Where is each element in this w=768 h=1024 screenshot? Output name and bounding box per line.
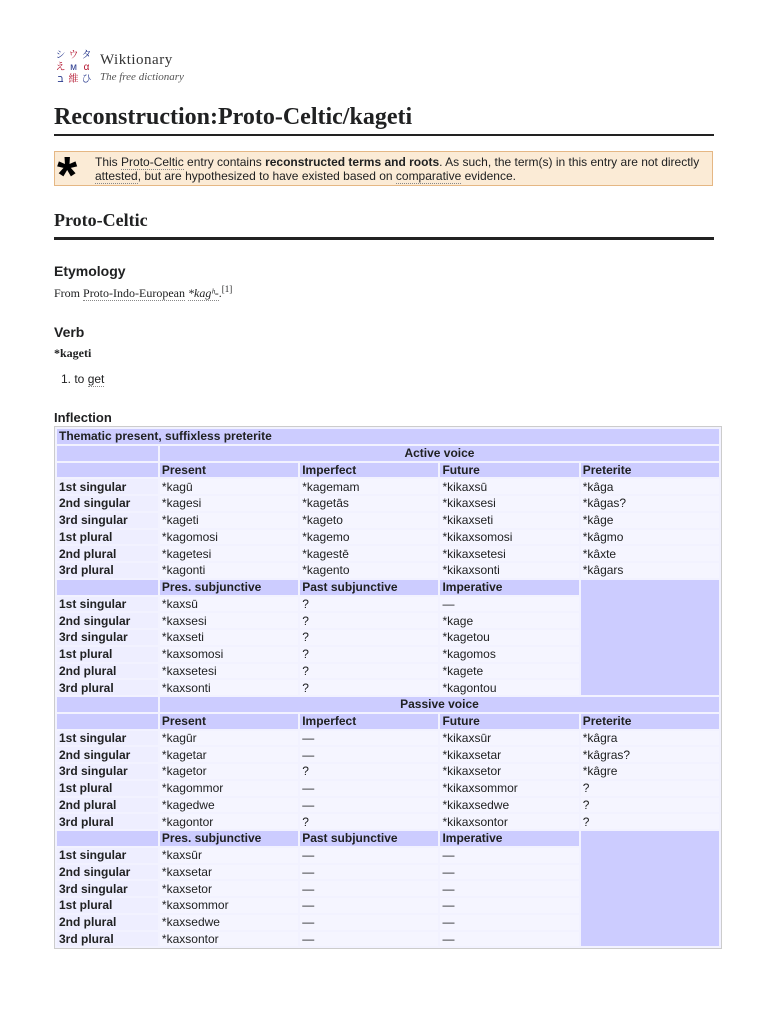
form-cell: *kagomos bbox=[440, 647, 578, 662]
person-label: 1st singular bbox=[57, 848, 158, 863]
get-link[interactable]: get bbox=[87, 372, 105, 386]
form-cell: *kaxsonti bbox=[160, 680, 298, 695]
form-cell: *kagomosi bbox=[160, 530, 298, 545]
column-header: Future bbox=[440, 463, 578, 478]
form-cell: *kagetou bbox=[440, 630, 578, 645]
person-label: 3rd singular bbox=[57, 630, 158, 645]
form-cell: *kikaxsū bbox=[440, 479, 578, 494]
table-row bbox=[57, 831, 719, 846]
form-cell: *kagū bbox=[160, 479, 298, 494]
table-row bbox=[57, 479, 719, 494]
form-cell: *kikaxsommor bbox=[440, 781, 578, 796]
form-cell: *kaxsommor bbox=[160, 898, 298, 913]
form-cell: — bbox=[300, 798, 438, 813]
table-row bbox=[57, 546, 719, 561]
column-header: Preterite bbox=[581, 463, 719, 478]
form-cell: *kâge bbox=[581, 513, 719, 528]
person-label: 1st plural bbox=[57, 781, 158, 796]
person-label: 1st singular bbox=[57, 731, 158, 746]
form-cell: — bbox=[440, 848, 578, 863]
form-cell: — bbox=[300, 881, 438, 896]
definition-item: 1. to get bbox=[61, 372, 105, 386]
column-header: Pres. subjunctive bbox=[160, 831, 298, 846]
table-row bbox=[57, 814, 719, 829]
reference-link[interactable]: [1] bbox=[221, 284, 233, 294]
logo-glyph: ウ bbox=[68, 50, 79, 61]
form-cell: — bbox=[300, 848, 438, 863]
form-cell: *kâgre bbox=[581, 764, 719, 779]
form-cell: ? bbox=[300, 630, 438, 645]
column-header: Future bbox=[440, 714, 578, 729]
form-cell: *kikaxsesi bbox=[440, 496, 578, 511]
headword: *kageti bbox=[54, 346, 92, 360]
voice-header: Active voice bbox=[160, 446, 719, 461]
column-header: Preterite bbox=[581, 714, 719, 729]
table-row bbox=[57, 781, 719, 796]
person-label: 1st singular bbox=[57, 597, 158, 612]
logo-glyph: α bbox=[83, 62, 90, 73]
person-label: 2nd plural bbox=[57, 664, 158, 679]
form-cell: *kaxsontor bbox=[160, 932, 298, 947]
form-cell: *kageti bbox=[160, 513, 298, 528]
person-label: 1st plural bbox=[57, 530, 158, 545]
person-label: 3rd singular bbox=[57, 513, 158, 528]
form-cell: *kaxsetar bbox=[160, 865, 298, 880]
form-cell: — bbox=[440, 932, 578, 947]
table-row bbox=[57, 563, 719, 578]
form-cell: *kagonti bbox=[160, 563, 298, 578]
page-title: Reconstruction:Proto-Celtic/kageti bbox=[54, 102, 714, 136]
table-row bbox=[57, 697, 719, 712]
form-cell: *kagetar bbox=[160, 747, 298, 762]
form-cell: *kage bbox=[440, 613, 578, 628]
form-cell: — bbox=[440, 881, 578, 896]
form-cell: *kikaxsetor bbox=[440, 764, 578, 779]
table-row bbox=[57, 513, 719, 528]
form-cell: *kikaxsontor bbox=[440, 814, 578, 829]
verb-heading: Verb bbox=[54, 324, 85, 340]
form-cell: *kaxsūr bbox=[160, 848, 298, 863]
inflection-table bbox=[54, 426, 722, 949]
empty-cell bbox=[57, 463, 158, 478]
person-label: 3rd plural bbox=[57, 680, 158, 695]
person-label: 2nd singular bbox=[57, 865, 158, 880]
person-label: 2nd singular bbox=[57, 496, 158, 511]
form-cell: ? bbox=[300, 680, 438, 695]
person-label: 3rd singular bbox=[57, 764, 158, 779]
empty-cell bbox=[57, 446, 158, 461]
form-cell: *kaxsomosi bbox=[160, 647, 298, 662]
notice-text: This Proto-Celtic entry contains reconstructed terms and roots. As such, the term(s) in this entry are not directly attested, but are hypothesized to have existed based on comparative evidence. bbox=[95, 155, 700, 183]
table-row bbox=[57, 496, 719, 511]
person-label: 1st plural bbox=[57, 898, 158, 913]
form-cell: — bbox=[300, 915, 438, 930]
empty-cell bbox=[581, 580, 719, 695]
person-label: 2nd singular bbox=[57, 747, 158, 762]
person-label: 2nd plural bbox=[57, 798, 158, 813]
form-cell: *kaxsū bbox=[160, 597, 298, 612]
form-cell: — bbox=[440, 597, 578, 612]
column-header: Imperative bbox=[440, 580, 578, 595]
form-cell: *kagetās bbox=[300, 496, 438, 511]
form-cell: *kagommor bbox=[160, 781, 298, 796]
form-cell: — bbox=[300, 731, 438, 746]
form-cell: *kagento bbox=[300, 563, 438, 578]
form-cell: *kikaxsomosi bbox=[440, 530, 578, 545]
empty-cell bbox=[57, 714, 158, 729]
notice-bold-text: reconstructed terms and roots bbox=[265, 155, 440, 169]
logo-glyph: ひ bbox=[81, 74, 92, 85]
empty-cell bbox=[57, 697, 158, 712]
form-cell: *kaxsetor bbox=[160, 881, 298, 896]
form-cell: — bbox=[300, 932, 438, 947]
person-label: 1st singular bbox=[57, 479, 158, 494]
form-cell: ? bbox=[300, 764, 438, 779]
form-cell: — bbox=[440, 915, 578, 930]
voice-header: Passive voice bbox=[160, 697, 719, 712]
form-cell: *kagetor bbox=[160, 764, 298, 779]
person-label: 3rd plural bbox=[57, 932, 158, 947]
pie-language-link[interactable]: Proto-Indo-European bbox=[83, 286, 185, 300]
form-cell: — bbox=[300, 781, 438, 796]
column-header: Past subjunctive bbox=[300, 831, 438, 846]
column-header: Imperfect bbox=[300, 714, 438, 729]
form-cell: *kagūr bbox=[160, 731, 298, 746]
logo-glyph: 維 bbox=[68, 74, 79, 85]
table-row bbox=[57, 731, 719, 746]
form-cell: *kâgras? bbox=[581, 747, 719, 762]
column-header: Imperfect bbox=[300, 463, 438, 478]
form-cell: ? bbox=[300, 814, 438, 829]
table-row bbox=[57, 798, 719, 813]
form-cell: *kagedwe bbox=[160, 798, 298, 813]
empty-cell bbox=[581, 831, 719, 946]
asterisk-icon: * bbox=[57, 147, 78, 205]
form-cell: *kikaxsetesi bbox=[440, 546, 578, 561]
column-header: Present bbox=[160, 714, 298, 729]
form-cell: *kagetesi bbox=[160, 546, 298, 561]
form-cell: *kaxsetesi bbox=[160, 664, 298, 679]
form-cell: — bbox=[300, 865, 438, 880]
form-cell: ? bbox=[300, 664, 438, 679]
person-label: 2nd singular bbox=[57, 613, 158, 628]
form-cell: — bbox=[440, 865, 578, 880]
section-divider bbox=[54, 238, 714, 240]
form-cell: *kâgas? bbox=[581, 496, 719, 511]
form-cell: *kikaxsedwe bbox=[440, 798, 578, 813]
column-header: Imperative bbox=[440, 831, 578, 846]
form-cell: *kagemo bbox=[300, 530, 438, 545]
comparative-link[interactable]: comparative bbox=[395, 169, 462, 183]
column-header: Present bbox=[160, 463, 298, 478]
column-header: Pres. subjunctive bbox=[160, 580, 298, 595]
form-cell: ? bbox=[300, 613, 438, 628]
table-row bbox=[57, 747, 719, 762]
table-row bbox=[57, 580, 719, 595]
table-row bbox=[57, 446, 719, 461]
column-header: Past subjunctive bbox=[300, 580, 438, 595]
form-cell: *kagesi bbox=[160, 496, 298, 511]
form-cell: *kâgra bbox=[581, 731, 719, 746]
table-row bbox=[57, 530, 719, 545]
table-row bbox=[57, 714, 719, 729]
person-label: 2nd plural bbox=[57, 546, 158, 561]
logo-glyph: ב bbox=[57, 74, 64, 85]
etymology-heading: Etymology bbox=[54, 263, 126, 279]
logo-glyph: タ bbox=[81, 50, 92, 61]
form-cell: *kâgars bbox=[581, 563, 719, 578]
table-row bbox=[57, 463, 719, 478]
person-label: 3rd singular bbox=[57, 881, 158, 896]
form-cell: *kâga bbox=[581, 479, 719, 494]
inflection-heading: Inflection bbox=[54, 410, 112, 425]
form-cell: — bbox=[440, 898, 578, 913]
form-cell: — bbox=[300, 747, 438, 762]
form-cell: *kaxsesi bbox=[160, 613, 298, 628]
person-label: 1st plural bbox=[57, 647, 158, 662]
table-row bbox=[57, 429, 719, 444]
etymology-text: From Proto-Indo-European *kagʰ-.[1] bbox=[54, 284, 233, 300]
form-cell: *kikaxseti bbox=[440, 513, 578, 528]
table-title: Thematic present, suffixless preterite bbox=[57, 429, 719, 444]
form-cell: *kageto bbox=[300, 513, 438, 528]
form-cell: *kagontou bbox=[440, 680, 578, 695]
person-label: 3rd plural bbox=[57, 563, 158, 578]
proto-celtic-link[interactable]: Proto-Celtic bbox=[121, 155, 184, 169]
form-cell: *kâgmo bbox=[581, 530, 719, 545]
table-row bbox=[57, 764, 719, 779]
attested-link[interactable]: attested bbox=[95, 169, 138, 183]
wiktionary-logo[interactable] bbox=[54, 50, 94, 88]
form-cell: *kaxseti bbox=[160, 630, 298, 645]
logo-glyph: え bbox=[55, 62, 66, 73]
empty-cell bbox=[57, 831, 158, 846]
form-cell: ? bbox=[300, 597, 438, 612]
logo-glyph: シ bbox=[55, 50, 66, 61]
site-tagline: The free dictionary bbox=[100, 71, 184, 83]
form-cell: ? bbox=[581, 798, 719, 813]
form-cell: *kagemam bbox=[300, 479, 438, 494]
language-heading: Proto-Celtic bbox=[54, 209, 714, 238]
form-cell: *kikaxsetar bbox=[440, 747, 578, 762]
form-cell: — bbox=[300, 898, 438, 913]
form-cell: *kikaxsonti bbox=[440, 563, 578, 578]
form-cell: *kagestē bbox=[300, 546, 438, 561]
form-cell: ? bbox=[300, 647, 438, 662]
form-cell: ? bbox=[581, 814, 719, 829]
person-label: 2nd plural bbox=[57, 915, 158, 930]
logo-glyph: м bbox=[70, 62, 77, 73]
pie-root-link[interactable]: *kagʰ- bbox=[188, 286, 219, 300]
form-cell: *kâxte bbox=[581, 546, 719, 561]
person-label: 3rd plural bbox=[57, 814, 158, 829]
reconstruction-notice bbox=[54, 147, 713, 205]
form-cell: *kikaxsūr bbox=[440, 731, 578, 746]
form-cell: *kaxsedwe bbox=[160, 915, 298, 930]
site-name[interactable]: Wiktionary bbox=[100, 52, 173, 68]
empty-cell bbox=[57, 580, 158, 595]
form-cell: *kagontor bbox=[160, 814, 298, 829]
form-cell: *kagete bbox=[440, 664, 578, 679]
form-cell: ? bbox=[581, 781, 719, 796]
